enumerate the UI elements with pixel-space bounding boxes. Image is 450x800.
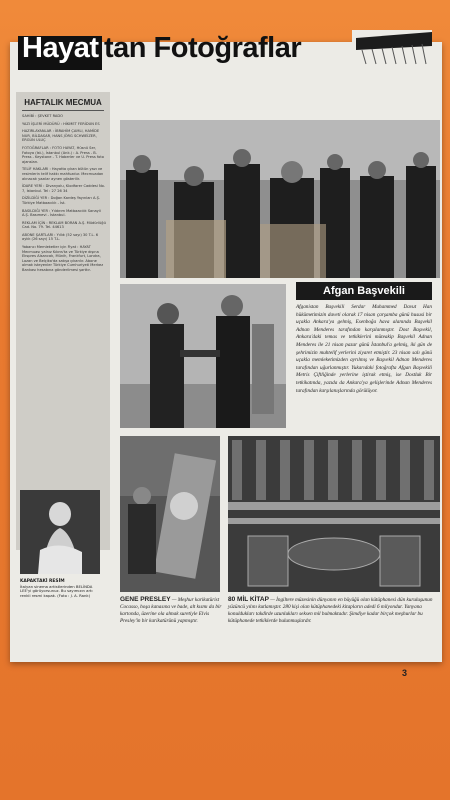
- page-title-part2: tan Fotoğraflar: [104, 32, 302, 64]
- page-title-part1: Hayat: [22, 32, 99, 64]
- sidebar-heading: HAFTALIK MECMUA: [24, 98, 102, 107]
- awning-photo: [352, 30, 432, 70]
- cover-caption-title: KAPAKTAKİ RESİM: [20, 579, 65, 584]
- masthead-sidebar: [16, 92, 110, 550]
- sidebar-line: BASILDIĞI YER : Yıldırım Matbaacılık Sanayii A.Ş. Basımevi - İstanbul.: [22, 208, 101, 218]
- sidebar-line: Yabancı Memleketler için Fiyat : HAYAT Mecmuası yalnız Kıbrıs'ta ve Türkiye dışına Ekspres Alsancak, Münih, Frankfurt, Londra, Lozan ve Belçika'da satışa çıkarılır. Abone olmak isteyenler Türkiye Cumhuriyeti Merkez Bankası hesabına gönderilmesi şarttır.: [22, 245, 104, 273]
- library-caption: [228, 596, 440, 625]
- sidebar-line: SAHİBİ : ŞEVKET RADO: [22, 114, 63, 118]
- library-caption-text: — İngiltere müzesinin dünyanın en büyüğü olan kütüphanesi dün kuruluşunun yüzüncü yılını kutlamıştır. 280 kişi olan kütüphanedeki kitapların adedi 6 milyondur. Yanyana konuldukları takdirde uzunlukları seksen mil bulmaktadır. Şimdiye kadar birçok meşhurlar bu kütüphanede tetkiklerde bulunmuşlardır.: [228, 597, 433, 624]
- afgan-article-title: Afgan Başvekili: [296, 282, 432, 300]
- sidebar-divider: [22, 110, 104, 111]
- sidebar-line: ABONE ŞARTLARI : Yıllık (52 sayı) 30 T.L. 6 aylık (26 sayı) 15 T.L.: [22, 232, 99, 242]
- cover-photo-caption: [20, 580, 102, 598]
- sidebar-line: YAZI İŞLERİ MÜDÜRÜ : HİKMET FERİDUN ES: [22, 121, 100, 126]
- sidebar-line: FOTOĞRAFLAR : FOTO HAYAT, Hüsnü Ser, Fotoya (Ist.), İstanbul (Ank.) : A. Press - B. Press - Keystone - T. Haberler ve U. Press foto ajansları.: [22, 145, 104, 164]
- sidebar-text: [22, 114, 106, 276]
- gene-caption-text: — Meşhur karikatürist Cocasso, hoşa kanasına ve bade, alt kısmı da bir kartonda, üzerine ola almak suretiyle Elvis Presley'in bir karikatürünü yapmıştır.: [120, 597, 222, 624]
- library-reading-room-photo: [228, 436, 440, 592]
- afgan-article-text: Afganistan Başvekili Serdar Muhammed Davut Han hükümetimizin daveti olarak 17 nisan çarşamba günü hususi bir uçakla Ankara'ya gelmiş, Esenboğa hava alanında Başvekil Adnan Menderes tarafından karşılanmıştır. Dost Başvekil, Ankara'daki temas ve tetkiklerini müteakip Başvekil Adnan Menderes ile 21 nisan pazar günü İstanbul'a gelmiş, iki gün de şehrimizin muhtelif yerlerini ziyaret etmiştir. 23 nisan salı günü uçakla memleketimizden ayrılmış ve Başvekil Adnan Menderes tarafından uğurlanmıştır. Yukarıdaki fotoğrafta Afgan Başvekili Metris Çiftliğinde yerlerine iştirak etmiş, ise Dostluk Bir tetkikatında, yazıda da Ankara'ya gelişlerinde Adnan Menderes tarafından karşılanışlarında görülüyor.: [296, 304, 432, 394]
- officials-group-photo: [120, 120, 440, 278]
- sidebar-line: HAZIRLAYANLAR : İBRAHİM ÇAMLI, HAMİDE NUR, BİLDASAR, HANS JÖRG SCHWEİZER, ERGUN ULUÇ: [22, 129, 100, 143]
- gene-caption-title: GENE PRESLEY: [120, 596, 171, 603]
- cover-caption-text: İtalyan sinema artistlerinden BELİNDA LEE'yi görüyorsunuz. Bu sayımızın artı renkli resmi kapak. (Foto : J. A. Rank): [20, 583, 93, 598]
- sidebar-line: TELİF HAKLARI : Hayatta çıkan bütün yazı ve resimlerin telif hakkı mahfuzdur. Mecmuadan alınacak yazılar aynen gösterilir.: [22, 167, 104, 181]
- library-caption-title: 80 MİL KİTAP: [228, 596, 269, 603]
- sidebar-line: REKLAM İÇİN : REKLAM BORAN A.Ş. Müdürlüğü Cad. No. 79. Tel. 44613: [22, 220, 106, 230]
- caricature-painter-photo: [120, 436, 220, 592]
- cover-model-photo: [20, 490, 100, 574]
- gene-presley-caption: [120, 596, 222, 625]
- sidebar-line: DİZİLDİĞİ YER : Doğan Kardeş Yayınları A.Ş. Türkiye Matbaacılık - İst.: [22, 196, 100, 205]
- handshake-photo: [120, 284, 286, 428]
- page-number: 3: [402, 668, 408, 678]
- sidebar-line: İDARE YERİ : Divanyolu, Klodfarer Caddesi No. 7, İstanbul. Tel : 27 26 34: [22, 184, 105, 193]
